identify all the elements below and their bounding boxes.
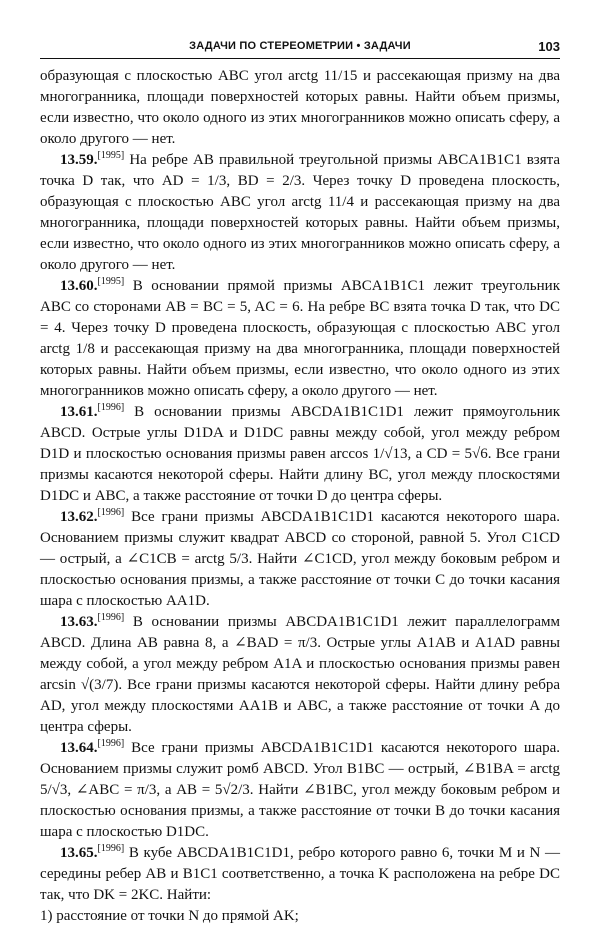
running-header <box>40 38 560 59</box>
problem-number: 13.63. <box>60 614 98 630</box>
problem-13-61 <box>40 402 560 507</box>
problem-year: [1996] <box>97 402 125 413</box>
problem-number: 13.59. <box>60 152 98 168</box>
paragraph-continuation: образующая с плоскостью ABC угол arctg 11/15 и рассекающая призму на два многогранника, площади поверхностей которых равны. Найти объем призмы, если известно, что около одного из этих многогранников можно описать сферу, а около другого — нет. <box>40 68 560 147</box>
problem-text: Все грани призмы ABCDA1B1C1D1 касаются некоторого шара. Основанием призмы служит ромб ABCD. Угол B1BC — острый, ∠B1BA = arctg 5/√3, ∠ABC = π/3, а AB = 5√2/3. Найти ∠B1BC, угол между боковым ребром и плоскостью основания призмы, а также расстояние от точки B до точки касания шара с плоскостью D1DC. <box>40 740 561 840</box>
page-number: 103 <box>538 39 560 54</box>
problem-text: В основании призмы ABCDA1B1C1D1 лежит прямоугольник ABCD. Острые углы D1DA и D1DC равны между собой, угол между ребром D1D и плоскостью основания призмы равен arccos 1/√13, а CD = 5√6. Все грани призмы касаются некоторой сферы. Найти длину BC, угол между плоскостями D1DC и ABC, а также расстояние от точки D до центра сферы. <box>40 404 561 504</box>
problem-13-65 <box>40 843 560 906</box>
problem-year: [1996] <box>97 738 125 749</box>
header-title: ЗАДАЧИ ПО СТЕРЕОМЕТРИИ • ЗАДАЧИ <box>189 40 411 52</box>
problem-13-64 <box>40 738 560 843</box>
problem-text: В основании прямой призмы ABCA1B1C1 лежит треугольник ABC со сторонами AB = BC = 5, AC = 6. На ребре BC взята точка D так, что DC = 4. Через точку D проведена плоскость, образующая с плоскостью ABC угол arctg 1/8 и рассекающая призму на два многогранника, площади поверхностей которых равны. Найти объем призмы, если известно, что около одного из этих многогранников можно описать сферу, а около другого — нет. <box>40 278 560 399</box>
problem-year: [1995] <box>97 276 125 287</box>
problem-13-62 <box>40 507 560 612</box>
problem-year: [1996] <box>97 507 125 518</box>
problem-text: Все грани призмы ABCDA1B1C1D1 касаются некоторого шара. Основанием призмы служит квадрат ABCD со стороной, равной 5. Угол C1CD — острый, а ∠C1CB = arctg 5/3. Найти ∠C1CD, угол между боковым ребром и плоскостью основания призмы, а также расстояние от точки C до точки касания шара с плоскостью AA1D. <box>40 509 561 609</box>
problem-text: В основании призмы ABCDA1B1C1D1 лежит параллелограмм ABCD. Длина AB равна 8, а ∠BAD = π/3. Острые углы A1AB и A1AD равны между собой, а угол между ребром A1A и плоскостью основания призмы равен arcsin √(3/7). Все грани призмы касаются некоторой сферы. Найти длину ребра AD, угол между плоскостями AA1B и ABC, а также расстояние от точки A до центра сферы. <box>40 614 560 735</box>
subquestion-1: 1) расстояние от точки N до прямой AK; <box>40 908 299 924</box>
page-body <box>40 66 560 927</box>
problem-number: 13.61. <box>60 404 98 420</box>
problem-year: [1995] <box>97 150 125 161</box>
problem-text: На ребре AB правильной треугольной призмы ABCA1B1C1 взята точка D так, что AD = 1/3, BD = 2/3. Через точку D проведена плоскость, образующая с плоскостью ABC угол arctg 11/4 и рассекающая призму на два многогранника, площади поверхностей которых равны. Найти объем призмы, если известно, что около одного из этих многогранников можно описать сферу, а около другого — нет. <box>40 152 561 273</box>
problem-year: [1996] <box>97 612 125 623</box>
problem-number: 13.65. <box>60 845 98 861</box>
problem-number: 13.60. <box>60 278 98 294</box>
problem-13-59 <box>40 150 560 276</box>
problem-13-63 <box>40 612 560 738</box>
problem-number: 13.64. <box>60 740 98 756</box>
problem-year: [1996] <box>97 843 125 854</box>
problem-text: В кубе ABCDA1B1C1D1, ребро которого равно 6, точки M и N — середины ребер AB и B1C1 соответственно, а точка K расположена на ребре DC так, что DK = 2KC. Найти: <box>40 845 561 903</box>
problem-13-60 <box>40 276 560 402</box>
problem-number: 13.62. <box>60 509 98 525</box>
